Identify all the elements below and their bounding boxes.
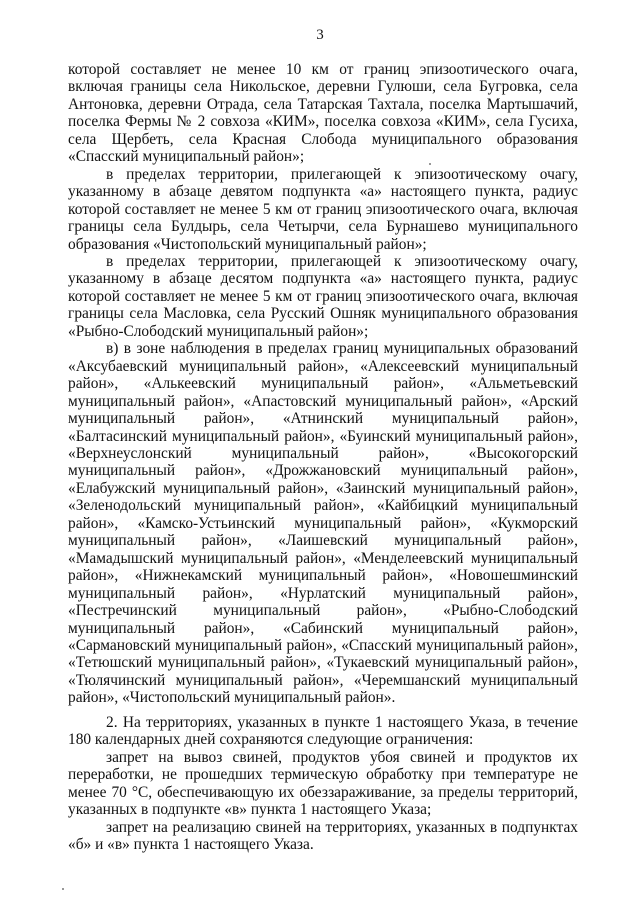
text-block-bottom (68, 714, 578, 854)
paragraph: в) в зоне наблюдения в пределах границ муниципальных образований «Аксубаевский муниципальный район», «Алексеевский муниципальный район», «Алькеевский муниципальный район», «Альметьевский муниципальный район», «Апастовский муниципальный район», «Арский муниципальный район», «Атнинский муниципальный район», «Балтасинский муниципальный район», «Буинский муниципальный район», «Верхнеуслонский муниципальный район», «Высокогорский муниципальный район», «Дрожжановский муниципальный район», «Елабужский муниципальный район», «Заинский муниципальный район», «Зеленодольский муниципальный район», «Кайбицкий муниципальный район», «Камско-Устьинский муниципальный район», «Кукморский муниципальный район», «Лаишевский муниципальный район», «Мамадышский муниципальный район», «Менделеевский муниципальный район», «Нижнекамский муниципальный район», «Новошешминский муниципальный район», «Нурлатский муниципальный район», «Пестречинский муниципальный район», «Рыбно-Слободский муниципальный район», «Сабинский муниципальный район», «Сармановский муниципальный район», «Спасский муниципальный район», «Тетюшский муниципальный район», «Тукаевский муниципальный район», «Тюлячинский муниципальный район», «Черемшанский муниципальный район», «Чистопольский муниципальный район». (68, 340, 578, 707)
paragraph: в пределах территории, прилегающей к эпизоотическому очагу, указанному в абзаце девятом подпункта «а» настоящего пункта, радиус которой составляет не менее 5 км от границ эпизоотического очага, включая границы села Булдырь, села Четырчи, села Бурнашево муниципального образования «Чистопольский муниципальный район»; (68, 165, 578, 253)
paragraph: запрет на вывоз свиней, продуктов убоя свиней и продуктов их переработки, не прошедших термическую обработку при температуре не менее 70 °С, обеспечивающую их обеззараживание, за пределы территорий, указанных в подпункте «в» пункта 1 настоящего Указа; (68, 748, 578, 819)
page-number: 3 (316, 27, 324, 43)
scan-speck (62, 888, 64, 890)
paragraph: 2. На территориях, указанных в пункте 1 настоящего Указа, в течение 180 календарных дней сохраняются следующие ограничения: (68, 714, 578, 749)
text-block-top (68, 61, 578, 707)
paragraph: в пределах территории, прилегающей к эпизоотическому очагу, указанному в абзаце десятом подпункта «а» настоящего пункта, радиус которой составляет не менее 5 км от границ эпизоотического очага, включая границы села Масловка, села Русский Ошняк муниципального образования «Рыбно-Слободский муниципальный район»; (68, 252, 578, 340)
paragraph: запрет на реализацию свиней на территориях, указанных в подпунктах «б» и «в» пункта 1 настоящего Указа. (68, 818, 578, 854)
paragraph: которой составляет не менее 10 км от границ эпизоотического очага, включая границы села Никольское, деревни Гулюши, села Бугровка, села Антоновка, деревни Отрада, села Татарская Тахтала, поселка Мартышачий, поселка Фермы № 2 совхоза «КИМ», поселка совхоза «КИМ», села Гусиха, села Щербеть, села Красная Слобода муниципального образования «Спасский муниципальный район»; (68, 61, 578, 166)
scan-speck (429, 163, 431, 165)
